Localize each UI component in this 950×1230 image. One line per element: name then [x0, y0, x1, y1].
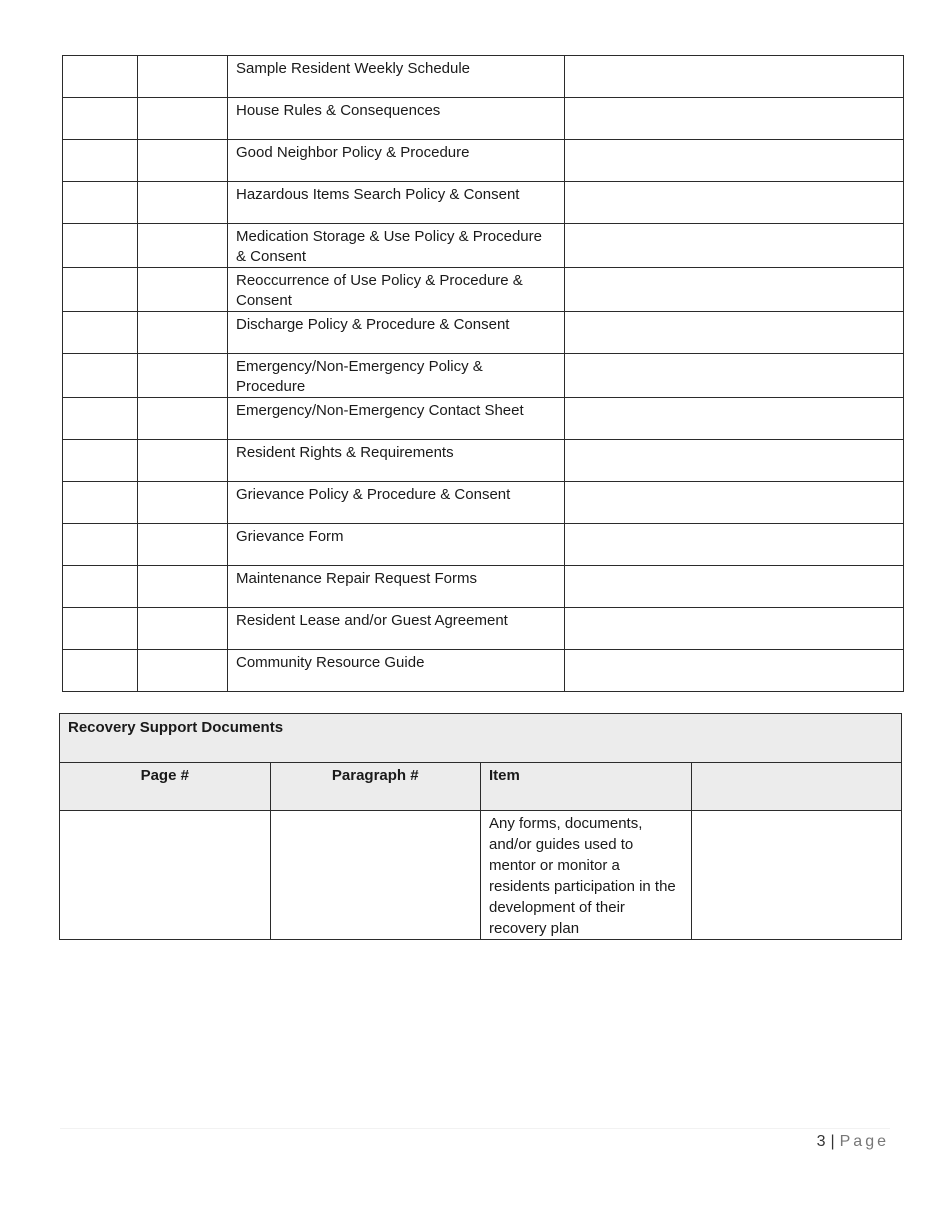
page-cell: [63, 440, 138, 482]
paragraph-cell: [138, 354, 228, 398]
paragraph-cell: [138, 482, 228, 524]
item-cell: Hazardous Items Search Policy & Consent: [228, 182, 565, 224]
notes-cell: [565, 182, 904, 224]
footer-divider: [60, 1128, 890, 1129]
item-cell: Reoccurrence of Use Policy & Procedure & Consent: [228, 268, 565, 312]
item-cell: Discharge Policy & Procedure & Consent: [228, 312, 565, 354]
page-cell: [63, 354, 138, 398]
item-cell: Resident Rights & Requirements: [228, 440, 565, 482]
table-row: [63, 566, 904, 608]
notes-cell: [565, 140, 904, 182]
page-number: 3: [816, 1133, 827, 1150]
table-row: [63, 398, 904, 440]
item-cell: Sample Resident Weekly Schedule: [228, 56, 565, 98]
paragraph-cell: [138, 268, 228, 312]
item-cell: Medication Storage & Use Policy & Procedure & Consent: [228, 224, 565, 268]
table-row: [63, 140, 904, 182]
table-row: [63, 354, 904, 398]
table-row: [63, 650, 904, 692]
recovery-section-title: Recovery Support Documents: [60, 714, 902, 763]
paragraph-cell: [138, 312, 228, 354]
paragraph-cell: [138, 440, 228, 482]
page-cell: [63, 566, 138, 608]
page-cell: [63, 398, 138, 440]
paragraph-cell: [138, 182, 228, 224]
notes-cell: [565, 98, 904, 140]
notes-cell: [565, 440, 904, 482]
item-cell: Community Resource Guide: [228, 650, 565, 692]
item-cell: House Rules & Consequences: [228, 98, 565, 140]
table-row: [63, 608, 904, 650]
page-cell: [63, 182, 138, 224]
notes-cell: [565, 224, 904, 268]
table-row: [63, 440, 904, 482]
paragraph-cell: [270, 811, 481, 940]
table-row: [63, 182, 904, 224]
notes-cell: [565, 268, 904, 312]
notes-cell: [565, 56, 904, 98]
item-cell: Maintenance Repair Request Forms: [228, 566, 565, 608]
page-cell: [63, 98, 138, 140]
paragraph-cell: [138, 140, 228, 182]
item-cell: Emergency/Non-Emergency Contact Sheet: [228, 398, 565, 440]
table-row: [63, 98, 904, 140]
paragraph-cell: [138, 56, 228, 98]
page-cell: [63, 608, 138, 650]
item-cell: Grievance Form: [228, 524, 565, 566]
paragraph-cell: [138, 398, 228, 440]
page-cell: [63, 524, 138, 566]
page-cell: [63, 482, 138, 524]
item-cell: Emergency/Non-Emergency Policy & Procedure: [228, 354, 565, 398]
page-separator: |: [830, 1133, 836, 1150]
header-page-number: Page #: [60, 763, 271, 811]
notes-cell: [565, 608, 904, 650]
item-cell: Good Neighbor Policy & Procedure: [228, 140, 565, 182]
page-cell: [63, 650, 138, 692]
item-cell: Grievance Policy & Procedure & Consent: [228, 482, 565, 524]
page-footer: [817, 1133, 889, 1151]
item-cell: Resident Lease and/or Guest Agreement: [228, 608, 565, 650]
paragraph-cell: [138, 524, 228, 566]
table-row: [63, 524, 904, 566]
page-cell: [63, 56, 138, 98]
header-item: Item: [481, 763, 692, 811]
notes-cell: [565, 650, 904, 692]
notes-cell: [691, 811, 902, 940]
table-row: [63, 56, 904, 98]
table-row: [60, 811, 902, 940]
notes-cell: [565, 524, 904, 566]
table-row: [63, 312, 904, 354]
notes-cell: [565, 482, 904, 524]
page-cell: [63, 140, 138, 182]
table-row: [63, 268, 904, 312]
header-paragraph-number: Paragraph #: [270, 763, 481, 811]
page-label: Page: [839, 1133, 889, 1150]
table-row: [63, 224, 904, 268]
notes-cell: [565, 398, 904, 440]
notes-cell: [565, 312, 904, 354]
item-cell: Any forms, documents, and/or guides used to mentor or monitor a residents participation in the development of their recovery plan: [481, 811, 692, 940]
requirements-items-table: [62, 55, 904, 692]
paragraph-cell: [138, 224, 228, 268]
paragraph-cell: [138, 650, 228, 692]
notes-cell: [565, 354, 904, 398]
page-cell: [63, 268, 138, 312]
table-row: [63, 482, 904, 524]
page-cell: [63, 312, 138, 354]
page-cell: [60, 811, 271, 940]
paragraph-cell: [138, 98, 228, 140]
paragraph-cell: [138, 566, 228, 608]
page-cell: [63, 224, 138, 268]
paragraph-cell: [138, 608, 228, 650]
notes-cell: [565, 566, 904, 608]
header-notes: [691, 763, 902, 811]
recovery-support-documents-table: [59, 713, 902, 940]
